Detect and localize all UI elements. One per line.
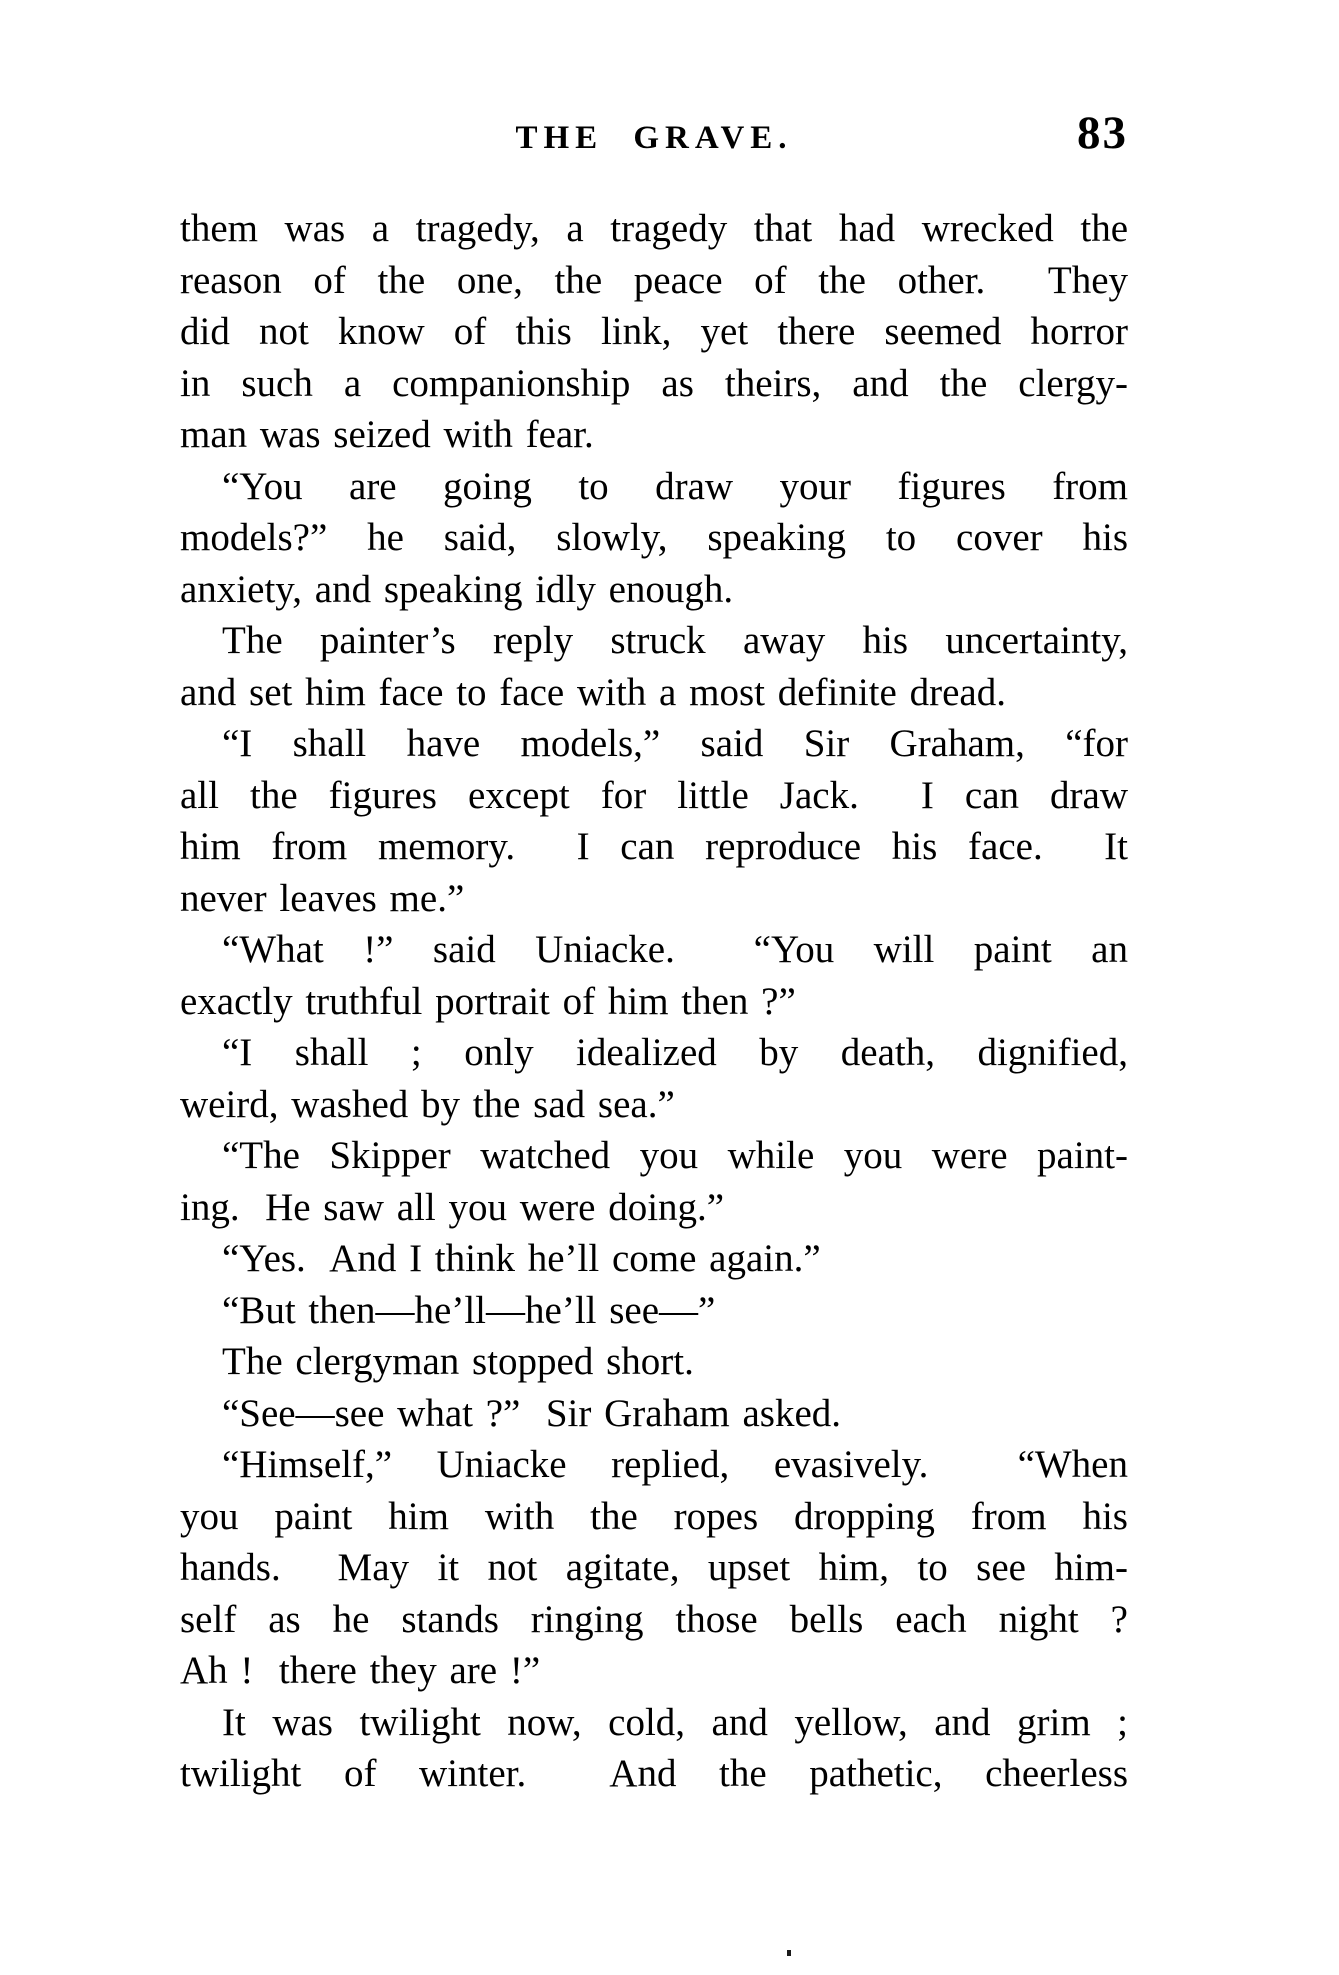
text-line: in such a companionship as theirs, and the clergy- [180,361,1128,405]
text-line: never leaves me.” [180,876,465,920]
text-line: you paint him with the ropes dropping from his [180,1494,1128,1538]
text-line: hands. May it not agitate, upset him, to see him- [180,1546,1128,1589]
text-line: “See—see what ?” Sir Graham asked. [222,1391,842,1435]
text-line: anxiety, and speaking idly enough. [180,567,734,611]
text-line: “I shall have models,” said Sir Graham, “for [222,722,1128,765]
text-line: “What !” said Uniacke. “You will paint an [222,928,1128,971]
ink-speck [787,1950,791,1956]
text-line: “The Skipper watched you while you were paint- [222,1134,1128,1177]
text-line: “I shall ; only idealized by death, dignified, [222,1031,1128,1074]
text-line: twilight of winter. And the pathetic, cheerless [180,1752,1128,1795]
text-line: weird, washed by the sad sea.” [180,1082,675,1126]
page-number: 83 [1077,107,1128,159]
text-line: The painter’s reply struck away his uncertainty, [222,619,1128,662]
text-line: “But then—he’ll—he’ll see—” [222,1288,716,1332]
text-line: exactly truthful portrait of him then ?” [180,979,796,1023]
text-line: reason of the one, the peace of the other. They [180,258,1128,302]
text-line: “Himself,” Uniacke replied, evasively. “When [222,1443,1128,1486]
page-header [180,107,1128,166]
text-line: Ah ! there they are !” [180,1649,541,1692]
text-line: It was twilight now, cold, and yellow, and grim ; [222,1700,1128,1744]
text-line: “You are going to draw your figures from [222,464,1128,508]
text-line: them was a tragedy, a tragedy that had wrecked the [180,207,1128,250]
text-line: man was seized with fear. [180,413,594,456]
text-line: ing. He saw all you were doing.” [180,1185,725,1229]
text-line: “Yes. And I think he’ll come again.” [222,1237,821,1280]
text-line: The clergyman stopped short. [222,1340,694,1383]
text-line: all the figures except for little Jack. I can draw [180,773,1128,817]
text-line: him from memory. I can reproduce his face. It [180,825,1128,868]
text-line: self as he stands ringing those bells each night ? [180,1597,1128,1641]
text-line: models?” he said, slowly, speaking to cover his [180,516,1128,559]
text-line: did not know of this link, yet there seemed horror [180,310,1128,353]
text-line: and set him face to face with a most definite dread. [180,670,1006,714]
running-title: THE GRAVE. [515,120,793,156]
body-text [180,203,1128,1800]
